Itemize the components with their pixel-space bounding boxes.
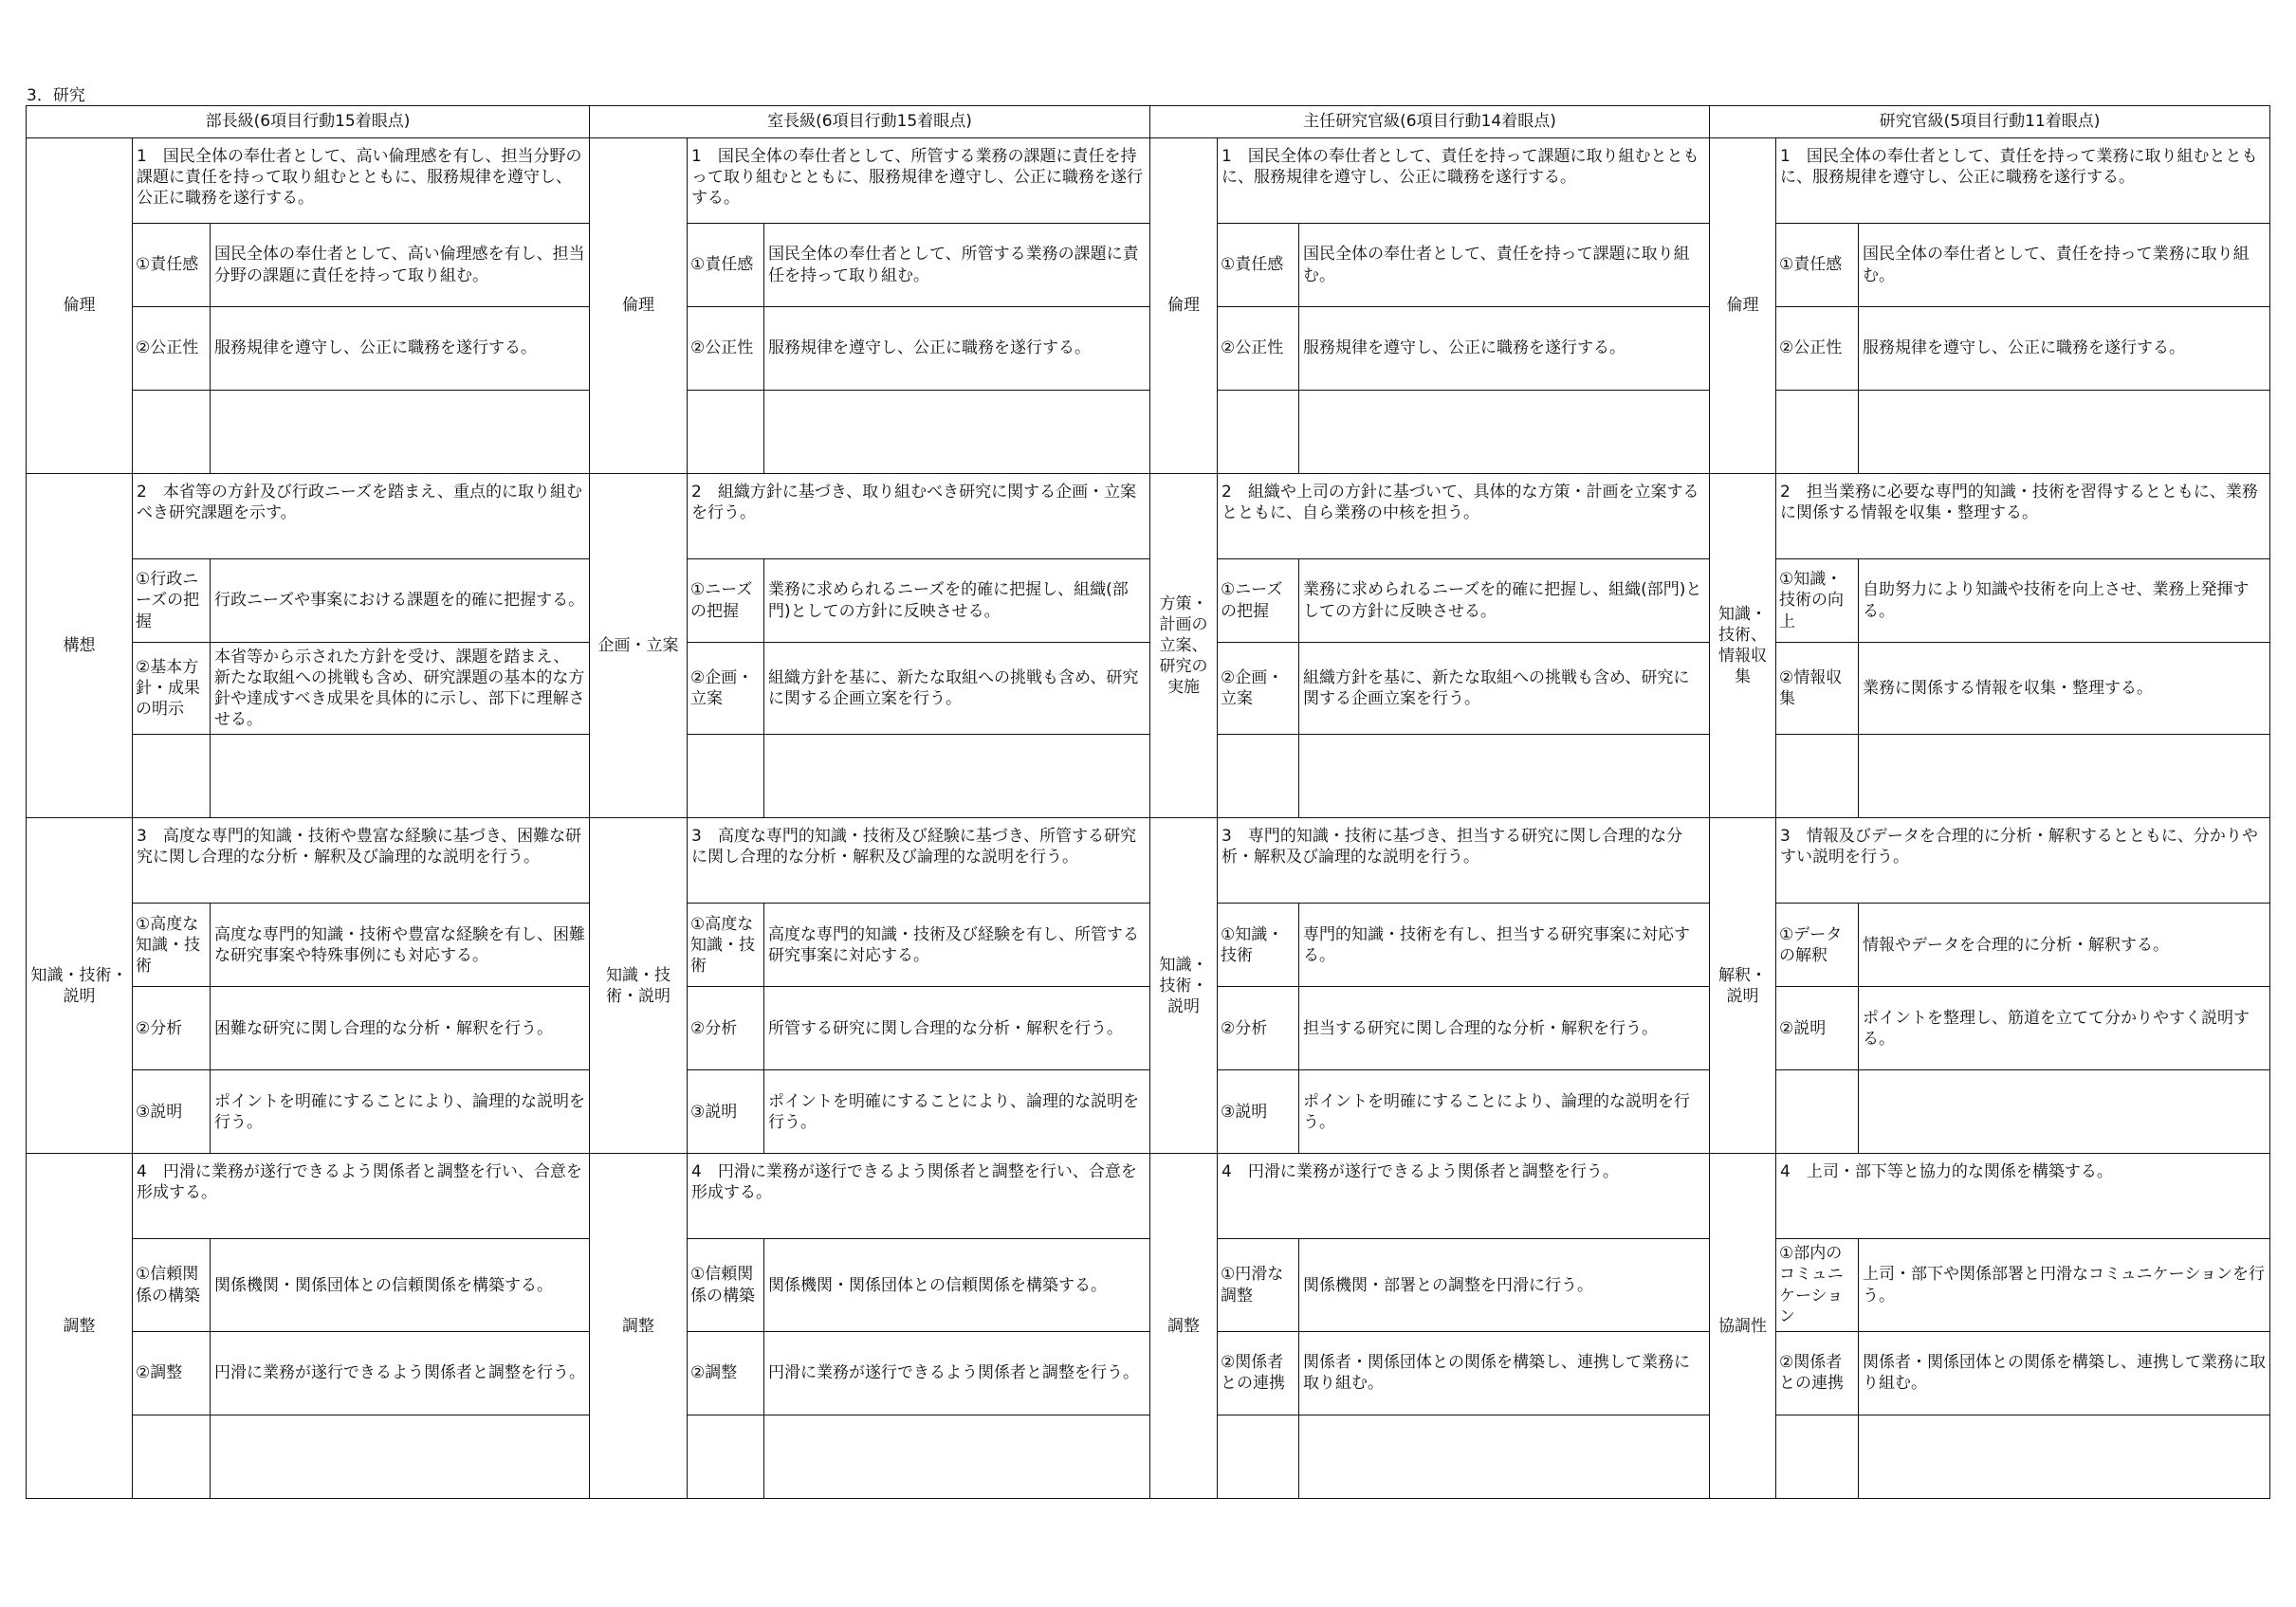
behavior-label: ①ニーズの把握: [1218, 559, 1299, 643]
behavior-description: 本省等から示された方針を受け、課題を踏まえ、新たな取組への挑戦も含め、研究課題の基本的な方針や達成すべき成果を具体的に示し、部下に理解させる。: [211, 643, 590, 735]
behavior-label: [1218, 391, 1299, 474]
behavior-row: [27, 307, 2270, 391]
category-cell: 解釈・説明: [1710, 818, 1776, 1154]
competency-description: 4 上司・部下等と協力的な関係を構築する。: [1776, 1154, 2270, 1239]
competency-description: 2 本省等の方針及び行政ニーズを踏まえ、重点的に取り組むべき研究課題を示す。: [133, 474, 590, 559]
behavior-label: [133, 1415, 211, 1498]
behavior-description: 高度な専門的知識・技術及び経験を有し、所管する研究事案に対応する。: [764, 904, 1150, 987]
behavior-description: 服務規律を遵守し、公正に職務を遂行する。: [211, 307, 590, 391]
group-intro-row: [27, 138, 2270, 224]
behavior-label: ②調整: [133, 1331, 211, 1415]
behavior-label: ②企画・立案: [1218, 643, 1299, 735]
behavior-label: [1218, 1415, 1299, 1498]
behavior-description: 関係者・関係団体との関係を構築し、連携して業務に取り組む。: [1299, 1331, 1710, 1415]
behavior-description: 高度な専門的知識・技術や豊富な経験を有し、困難な研究事案や特殊事例にも対応する。: [211, 904, 590, 987]
behavior-description: 関係者・関係団体との関係を構築し、連携して業務に取り組む。: [1859, 1331, 2270, 1415]
competency-description: 1 国民全体の奉仕者として、責任を持って業務に取り組むとともに、服務規律を遵守し、公正に職務を遂行する。: [1776, 138, 2270, 224]
behavior-label: ③説明: [133, 1070, 211, 1154]
behavior-label: ②情報収集: [1776, 643, 1859, 735]
behavior-description: 国民全体の奉仕者として、所管する業務の課題に責任を持って取り組む。: [764, 224, 1150, 307]
behavior-label: ①責任感: [688, 224, 764, 307]
behavior-description: [1859, 391, 2270, 474]
category-cell: 調整: [590, 1154, 688, 1499]
behavior-description: [1299, 735, 1710, 818]
behavior-description: 自助努力により知識や技術を向上させ、業務上発揮する。: [1859, 559, 2270, 643]
group-intro-row: [27, 818, 2270, 904]
behavior-label: [688, 391, 764, 474]
behavior-description: [1859, 1415, 2270, 1498]
competency-description: 2 組織方針に基づき、取り組むべき研究に関する企画・立案を行う。: [688, 474, 1150, 559]
category-cell: 企画・立案: [590, 474, 688, 818]
behavior-label: ②企画・立案: [688, 643, 764, 735]
behavior-label: ①責任感: [1776, 224, 1859, 307]
behavior-description: 組織方針を基に、新たな取組への挑戦も含め、研究に関する企画立案を行う。: [1299, 643, 1710, 735]
category-cell: 調整: [1150, 1154, 1218, 1499]
behavior-label: ②分析: [133, 987, 211, 1070]
category-cell: 倫理: [590, 138, 688, 474]
behavior-description: 国民全体の奉仕者として、責任を持って課題に取り組む。: [1299, 224, 1710, 307]
behavior-description: 服務規律を遵守し、公正に職務を遂行する。: [1299, 307, 1710, 391]
behavior-row: [27, 1415, 2270, 1498]
behavior-description: ポイントを明確にすることにより、論理的な説明を行う。: [211, 1070, 590, 1154]
behavior-label: [1776, 1070, 1859, 1154]
behavior-row: [27, 224, 2270, 307]
behavior-label: ①高度な知識・技術: [133, 904, 211, 987]
behavior-label: [133, 735, 211, 818]
behavior-description: 関係機関・関係団体との信頼関係を構築する。: [764, 1239, 1150, 1331]
behavior-label: ①高度な知識・技術: [688, 904, 764, 987]
competency-description: 2 組織や上司の方針に基づいて、具体的な方策・計画を立案するとともに、自ら業務の中核を担う。: [1218, 474, 1710, 559]
level-header-row: [27, 106, 2270, 138]
behavior-label: ①信頼関係の構築: [688, 1239, 764, 1331]
behavior-label: ②分析: [688, 987, 764, 1070]
competency-description: 1 国民全体の奉仕者として、高い倫理感を有し、担当分野の課題に責任を持って取り組むとともに、服務規律を遵守し、公正に職務を遂行する。: [133, 138, 590, 224]
behavior-description: 国民全体の奉仕者として、責任を持って業務に取り組む。: [1859, 224, 2270, 307]
behavior-label: [688, 1415, 764, 1498]
level-header: 研究官級(5項目行動11着眼点): [1710, 106, 2270, 138]
behavior-label: [1776, 391, 1859, 474]
behavior-description: 服務規律を遵守し、公正に職務を遂行する。: [1859, 307, 2270, 391]
behavior-label: [1218, 735, 1299, 818]
behavior-description: [211, 735, 590, 818]
behavior-description: 業務に関係する情報を収集・整理する。: [1859, 643, 2270, 735]
behavior-description: 上司・部下や関係部署と円滑なコミュニケーションを行う。: [1859, 1239, 2270, 1331]
behavior-label: ①部内のコミュニケーション: [1776, 1239, 1859, 1331]
behavior-description: 担当する研究に関し合理的な分析・解釈を行う。: [1299, 987, 1710, 1070]
competency-description: 3 高度な専門的知識・技術や豊富な経験に基づき、困難な研究に関し合理的な分析・解釈及び論理的な説明を行う。: [133, 818, 590, 904]
behavior-row: [27, 559, 2270, 643]
behavior-row: [27, 391, 2270, 474]
behavior-label: ②公正性: [1776, 307, 1859, 391]
competency-description: 4 円滑に業務が遂行できるよう関係者と調整を行い、合意を形成する。: [688, 1154, 1150, 1239]
behavior-label: ②分析: [1218, 987, 1299, 1070]
behavior-label: ②調整: [688, 1331, 764, 1415]
behavior-row: [27, 1239, 2270, 1331]
behavior-label: [1776, 1415, 1859, 1498]
behavior-label: ①行政ニーズの把握: [133, 559, 211, 643]
category-cell: 調整: [27, 1154, 133, 1499]
behavior-description: 専門的知識・技術を有し、担当する研究事案に対応する。: [1299, 904, 1710, 987]
behavior-description: 業務に求められるニーズを的確に把握し、組織(部門)としての方針に反映させる。: [1299, 559, 1710, 643]
category-cell: 構想: [27, 474, 133, 818]
category-cell: 倫理: [1710, 138, 1776, 474]
category-cell: 知識・技術、情報収集: [1710, 474, 1776, 818]
category-cell: 倫理: [27, 138, 133, 474]
behavior-label: [1776, 735, 1859, 818]
category-cell: 倫理: [1150, 138, 1218, 474]
behavior-label: ①ニーズの把握: [688, 559, 764, 643]
behavior-description: [764, 391, 1150, 474]
behavior-description: 国民全体の奉仕者として、高い倫理感を有し、担当分野の課題に責任を持って取り組む。: [211, 224, 590, 307]
behavior-description: 関係機関・関係団体との信頼関係を構築する。: [211, 1239, 590, 1331]
behavior-description: ポイントを明確にすることにより、論理的な説明を行う。: [764, 1070, 1150, 1154]
behavior-label: ①知識・技術の向上: [1776, 559, 1859, 643]
behavior-description: [211, 1415, 590, 1498]
competency-description: 1 国民全体の奉仕者として、所管する業務の課題に責任を持って取り組むとともに、服務規律を遵守し、公正に職務を遂行する。: [688, 138, 1150, 224]
competency-description: 3 情報及びデータを合理的に分析・解釈するとともに、分かりやすい説明を行う。: [1776, 818, 2270, 904]
behavior-label: ②基本方針・成果の明示: [133, 643, 211, 735]
competency-table: [26, 105, 2270, 1499]
behavior-row: [27, 1331, 2270, 1415]
competency-description: 4 円滑に業務が遂行できるよう関係者と調整を行い、合意を形成する。: [133, 1154, 590, 1239]
category-cell: 知識・技術・説明: [590, 818, 688, 1154]
behavior-description: [764, 735, 1150, 818]
category-cell: 方策・計画の立案、研究の実施: [1150, 474, 1218, 818]
competency-description: 1 国民全体の奉仕者として、責任を持って課題に取り組むとともに、服務規律を遵守し、公正に職務を遂行する。: [1218, 138, 1710, 224]
competency-description: 2 担当業務に必要な専門的知識・技術を習得するとともに、業務に関係する情報を収集・整理する。: [1776, 474, 2270, 559]
behavior-description: [1299, 391, 1710, 474]
behavior-row: [27, 1070, 2270, 1154]
behavior-row: [27, 987, 2270, 1070]
behavior-label: ②公正性: [1218, 307, 1299, 391]
category-cell: 協調性: [1710, 1154, 1776, 1499]
behavior-description: 所管する研究に関し合理的な分析・解釈を行う。: [764, 987, 1150, 1070]
behavior-label: [133, 391, 211, 474]
behavior-label: ①データの解釈: [1776, 904, 1859, 987]
behavior-description: 関係機関・部署との調整を円滑に行う。: [1299, 1239, 1710, 1331]
level-header: 主任研究官級(6項目行動14着眼点): [1150, 106, 1710, 138]
level-header: 室長級(6項目行動15着眼点): [590, 106, 1150, 138]
behavior-label: ②公正性: [133, 307, 211, 391]
behavior-label: ②関係者との連携: [1776, 1331, 1859, 1415]
behavior-row: [27, 735, 2270, 818]
group-intro-row: [27, 1154, 2270, 1239]
section-title: 3．研究: [27, 86, 85, 105]
behavior-description: ポイントを整理し、筋道を立てて分かりやすく説明する。: [1859, 987, 2270, 1070]
behavior-description: [764, 1415, 1150, 1498]
behavior-label: ①円滑な調整: [1218, 1239, 1299, 1331]
behavior-description: 行政ニーズや事案における課題を的確に把握する。: [211, 559, 590, 643]
behavior-row: [27, 643, 2270, 735]
competency-description: 3 高度な専門的知識・技術及び経験に基づき、所管する研究に関し合理的な分析・解釈及び論理的な説明を行う。: [688, 818, 1150, 904]
behavior-label: ②説明: [1776, 987, 1859, 1070]
competency-description: 4 円滑に業務が遂行できるよう関係者と調整を行う。: [1218, 1154, 1710, 1239]
behavior-row: [27, 904, 2270, 987]
behavior-label: ②公正性: [688, 307, 764, 391]
behavior-description: 組織方針を基に、新たな取組への挑戦も含め、研究に関する企画立案を行う。: [764, 643, 1150, 735]
behavior-label: ③説明: [1218, 1070, 1299, 1154]
behavior-description: [1859, 735, 2270, 818]
behavior-description: 円滑に業務が遂行できるよう関係者と調整を行う。: [764, 1331, 1150, 1415]
competency-description: 3 専門的知識・技術に基づき、担当する研究に関し合理的な分析・解釈及び論理的な説明を行う。: [1218, 818, 1710, 904]
behavior-label: ①責任感: [133, 224, 211, 307]
behavior-description: ポイントを明確にすることにより、論理的な説明を行う。: [1299, 1070, 1710, 1154]
level-header: 部長級(6項目行動15着眼点): [27, 106, 590, 138]
behavior-label: ①信頼関係の構築: [133, 1239, 211, 1331]
behavior-label: ③説明: [688, 1070, 764, 1154]
behavior-label: ②関係者との連携: [1218, 1331, 1299, 1415]
behavior-label: [688, 735, 764, 818]
category-cell: 知識・技術・説明: [27, 818, 133, 1154]
behavior-description: [1859, 1070, 2270, 1154]
behavior-description: [211, 391, 590, 474]
behavior-description: 服務規律を遵守し、公正に職務を遂行する。: [764, 307, 1150, 391]
behavior-description: [1299, 1415, 1710, 1498]
category-cell: 知識・技術・説明: [1150, 818, 1218, 1154]
behavior-description: 困難な研究に関し合理的な分析・解釈を行う。: [211, 987, 590, 1070]
group-intro-row: [27, 474, 2270, 559]
behavior-description: 業務に求められるニーズを的確に把握し、組織(部門)としての方針に反映させる。: [764, 559, 1150, 643]
behavior-label: ①責任感: [1218, 224, 1299, 307]
behavior-description: 円滑に業務が遂行できるよう関係者と調整を行う。: [211, 1331, 590, 1415]
behavior-description: 情報やデータを合理的に分析・解釈する。: [1859, 904, 2270, 987]
behavior-label: ①知識・技術: [1218, 904, 1299, 987]
